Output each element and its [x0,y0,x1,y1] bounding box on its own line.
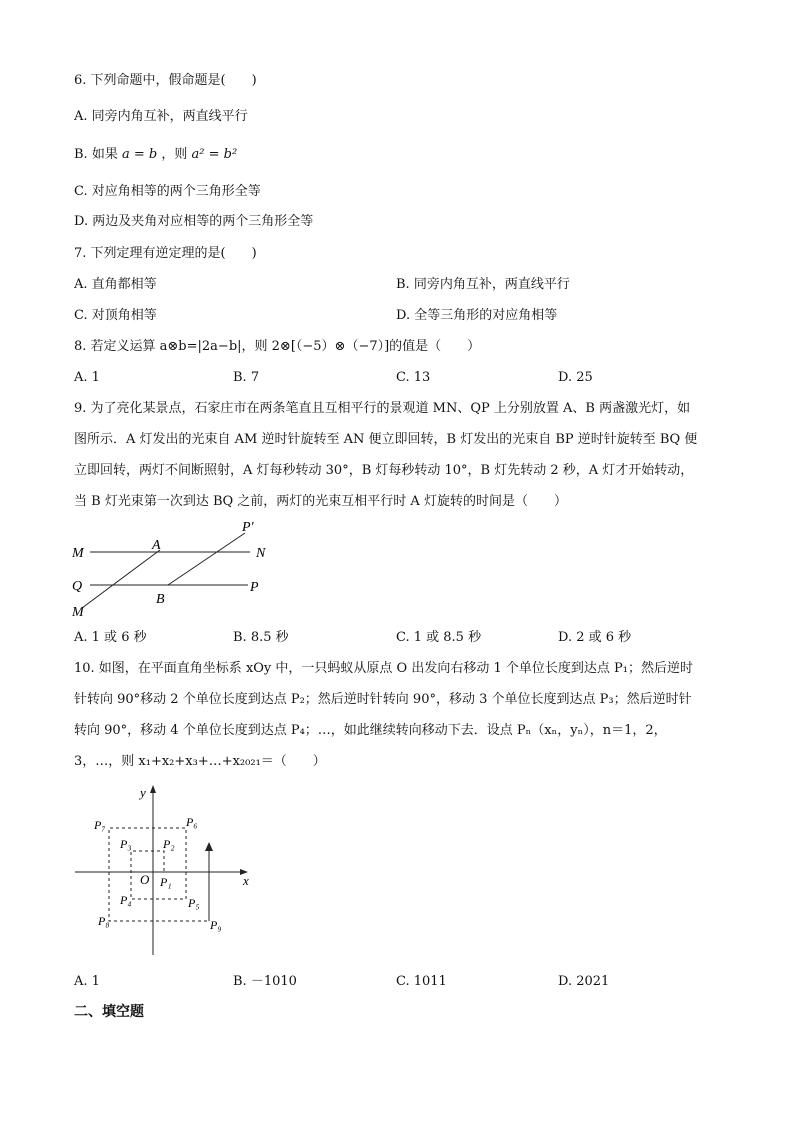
label-p8: P₈ [98,914,110,928]
q9-stem-line-1: 9. 为了亮化某景点，石家庄市在两条笔直且互相平行的景观道 MN、QP 上分别放置 A、B 两盏激光灯，如 [74,401,691,416]
q9-stem-line-4: 当 B 灯光束第一次到达 BQ 之前，两灯的光束互相平行时 A 灯旋转的时间是（ ） [74,494,567,509]
q6-option-c[interactable]: C. 对应角相等的两个三角形全等 [74,184,261,199]
q10-spiral-figure [70,780,260,960]
q6-option-b-conclusion: a² = b² [191,147,238,162]
q8-option-d[interactable]: D. 25 [558,370,593,385]
q10-option-c[interactable]: C. 1011 [396,974,447,989]
q9-option-b[interactable]: B. 8.5 秒 [233,630,289,645]
q7-option-d[interactable]: D. 全等三角形的对应角相等 [396,308,558,323]
q8-stem: 8. 若定义运算 a⊗b=|2a−b|，则 2⊗[（−5）⊗（−7）]的值是（ ） [74,339,481,354]
q6-stem: 6. 下列命题中，假命题是( ) [74,73,257,88]
label-p3: P₃ [120,837,132,851]
q10-stem-line-3: 转向 90°，移动 4 个单位长度到达点 P₄；…，如此继续转向移动下去．设点 Pₙ（xₙ，yₙ），n＝1，2， [74,723,667,738]
q7-option-b[interactable]: B. 同旁内角互补，两直线平行 [396,277,570,292]
y-axis-arrow-icon [150,785,156,793]
label-p6: P₆ [186,815,198,829]
label-q: Q [72,579,83,594]
q7-stem: 7. 下列定理有逆定理的是( ) [74,246,257,261]
q6-option-d[interactable]: D. 两边及夹角对应相等的两个三角形全等 [74,214,314,229]
q9-option-d[interactable]: D. 2 或 6 秒 [558,630,632,645]
q9-stem-line-2: 图所示．A 灯发出的光束自 AM 逆时针旋转至 AN 便立即回转，B 灯发出的光束自 BP 逆时针旋转至 BQ 便 [74,432,698,447]
q9-option-a[interactable]: A. 1 或 6 秒 [74,630,147,645]
label-m-bottom: M [72,605,84,620]
q7-option-a[interactable]: A. 直角都相等 [74,277,157,292]
beam-b [168,533,245,585]
q8-option-a[interactable]: A. 1 [74,370,100,385]
q6-option-b[interactable] [74,146,237,164]
label-b: B [156,592,165,607]
label-m-top: M [72,546,84,561]
q9-option-c[interactable]: C. 1 或 8.5 秒 [396,630,482,645]
q10-stem-line-4: 3，…，则 x₁+x₂+x₃+…+x₂₀₂₁＝（ ） [74,754,326,769]
q9-stem-line-3: 立即回转，两灯不间断照射，A 灯每秒转动 30°，B 灯每秒转动 10°，B 灯先转动 2 秒，A 灯才开始转动， [74,463,694,478]
label-x: x [243,873,249,888]
label-p7: P₇ [94,818,106,832]
section-heading-fill-in: 二、填空题 [74,1004,144,1020]
q8-option-c[interactable]: C. 13 [396,370,431,385]
q6-option-b-prefix: B. 如果 [74,147,118,162]
label-n: N [256,546,266,561]
label-p: P [250,580,259,595]
label-p-prime: P′ [242,520,254,535]
q10-option-d[interactable]: D. 2021 [558,974,610,989]
label-o: O [140,872,150,887]
q6-option-b-condition: a = b [121,147,158,162]
spiral-continue-arrow-icon [205,842,213,851]
label-p4: P₄ [120,893,132,907]
q6-option-a[interactable]: A. 同旁内角互补，两直线平行 [74,109,248,124]
beam-a [82,550,160,608]
q7-option-c[interactable]: C. 对顶角相等 [74,308,157,323]
label-p2: P₂ [163,837,175,851]
q6-option-b-mid: ，则 [161,147,188,162]
label-p5: P₅ [188,896,200,910]
label-y: y [140,785,146,800]
label-p1: P₁ [160,875,172,889]
q10-stem-line-2: 针转向 90°移动 2 个单位长度到达点 P₂；然后逆时针转向 90°，移动 3 个单位长度到达点 P₃；然后逆时针 [74,692,692,707]
q10-option-a[interactable]: A. 1 [74,974,100,989]
q10-option-b[interactable]: B. －1010 [233,974,297,989]
q8-option-b[interactable]: B. 7 [233,370,260,385]
label-p9: P₉ [210,918,222,932]
q10-stem-line-1: 10. 如图，在平面直角坐标系 xOy 中，一只蚂蚁从原点 O 出发向右移动 1 个单位长度到达点 P₁；然后逆时 [74,661,693,676]
q9-parallel-lines-figure [60,515,290,620]
label-a: A [152,538,161,553]
